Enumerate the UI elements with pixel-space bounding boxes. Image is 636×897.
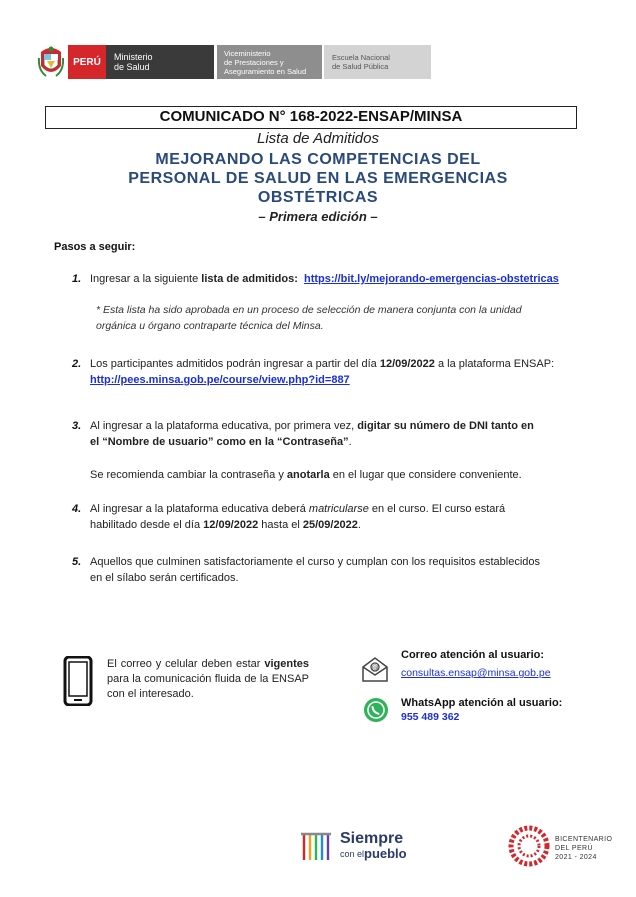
whatsapp-icon	[363, 697, 389, 723]
step-4-date-start: 12/09/2022	[203, 519, 259, 531]
bicentenario-logo	[507, 824, 613, 870]
step-3-extra-b: anotarla	[286, 469, 330, 481]
step-4-date-end: 25/09/2022	[302, 519, 358, 531]
bicentenario-line3: 2021 - 2024	[555, 854, 597, 861]
siempre-con-el-pueblo-logo	[300, 828, 410, 868]
pueblo-text: pueblo	[364, 846, 407, 861]
step-2-text	[90, 356, 610, 388]
step-3-text-c: el “Nombre de usuario” como en la “Contraseña”	[90, 436, 349, 448]
siempre-text: Siempre	[340, 830, 404, 847]
contact-info-text	[107, 657, 309, 702]
step-4-text-d: habilitado desde el día	[90, 519, 204, 531]
step-1-text	[90, 271, 610, 287]
step-4-text	[90, 501, 565, 533]
step-3-text-b: digitar su número de DNI tanto en	[357, 420, 534, 432]
step-4-text-f: .	[357, 519, 361, 531]
mobile-phone-icon	[63, 656, 93, 706]
step-2-date: 12/09/2022	[379, 358, 435, 370]
step-4-text-e: hasta el	[258, 519, 303, 531]
step-3-text-d: .	[348, 436, 352, 448]
step-1-text-a: Ingresar a la siguiente	[90, 273, 202, 285]
step-1-note	[96, 302, 596, 334]
step-5-text	[90, 554, 610, 586]
step-2-text-a: Los participantes admitidos podrán ingresar a partir del día	[90, 358, 380, 370]
header-vice-line2: de Prestaciones y	[224, 58, 284, 67]
step-1-note-line2: orgánica u órgano contraparte técnica del Minsa.	[96, 320, 324, 332]
whatsapp-label: WhatsApp atención al usuario:	[401, 697, 563, 709]
step-5-line2: en el sílabo serán certificados.	[90, 572, 239, 584]
whatsapp-number: 955 489 362	[401, 711, 460, 723]
peru-coat-of-arms-icon	[38, 44, 64, 80]
header-ministerio-line2: de Salud	[114, 62, 150, 72]
edition-label: – Primera edición –	[258, 209, 378, 224]
email-icon	[361, 655, 389, 683]
contact-email-link[interactable]: consultas.ensap@minsa.gob.pe	[401, 667, 551, 679]
header-viceministerio-block	[216, 45, 322, 79]
header-ministerio-line1: Ministerio	[114, 52, 153, 62]
info-text-c: para la comunicación fluida de la ENSAP con el interesado.	[107, 673, 309, 700]
course-title-line3: OBSTÉTRICAS	[257, 189, 379, 206]
bicentenario-mark-icon	[507, 824, 551, 868]
svg-text:@: @	[371, 664, 379, 672]
siempre-logo-mark-icon	[300, 830, 336, 866]
header-escuela-line2: de Salud Pública	[332, 62, 389, 71]
con-el-text: con el	[340, 849, 365, 859]
bicentenario-line2: DEL PERÚ	[555, 845, 593, 852]
info-text-a: El correo y celular deben estar	[107, 658, 265, 670]
step-2-text-b: a la plataforma ENSAP:	[434, 358, 555, 370]
step-5-line1: Aquellos que culminen satisfactoriamente el curso y cumplan con los requisitos establecidos	[90, 556, 541, 568]
step-4-text-a: Al ingresar a la plataforma educativa deberá	[90, 503, 309, 515]
step-3-extra-a: Se recomienda cambiar la contraseña y	[90, 469, 287, 481]
step-2-number: 2.	[72, 358, 82, 370]
document-title: COMUNICADO N° 168-2022-ENSAP/MINSA	[45, 106, 577, 129]
bicentenario-line1: BICENTENARIO	[555, 836, 613, 843]
header-escuela-block	[324, 45, 431, 79]
step-4-number: 4.	[72, 503, 82, 515]
steps-heading: Pasos a seguir:	[54, 241, 136, 253]
platform-course-link[interactable]: http://pees.minsa.gob.pe/course/view.php?id=887	[90, 374, 350, 386]
mail-label: Correo atención al usuario:	[401, 649, 545, 661]
step-5-number: 5.	[72, 556, 82, 568]
step-3-extra	[90, 467, 610, 483]
step-1-note-line1: * Esta lista ha sido aprobada en un proceso de selección de manera conjunta con la unidad	[96, 304, 522, 316]
info-text-b: vigentes	[264, 658, 309, 670]
header-peru-block	[68, 45, 106, 79]
course-title-line1: MEJORANDO LAS COMPETENCIAS DEL	[155, 151, 481, 168]
document-subtitle: Lista de Admitidos	[256, 130, 379, 147]
header-escuela-line1: Escuela Nacional	[332, 53, 390, 62]
step-1-text-b: lista de admitidos:	[201, 273, 298, 285]
course-title-line2: PERSONAL DE SALUD EN LAS EMERGENCIAS	[128, 170, 508, 187]
step-3-text	[90, 418, 610, 450]
step-1-number: 1.	[72, 273, 82, 285]
admitted-list-link[interactable]: https://bit.ly/mejorando-emergencias-obstetricas	[304, 273, 559, 285]
step-4-text-b: matricularse	[308, 503, 369, 515]
step-4-text-c: en el curso. El curso estará	[368, 503, 506, 515]
header-peru-label: PERÚ	[73, 56, 101, 68]
step-3-extra-c: en el lugar que considere conveniente.	[329, 469, 522, 481]
header-vice-line3: Aseguramiento en Salud	[224, 67, 307, 76]
header-ministerio-block	[106, 45, 214, 79]
step-3-number: 3.	[72, 420, 82, 432]
header-vice-line1: Viceministerio	[224, 49, 271, 58]
step-3-text-a: Al ingresar a la plataforma educativa, por primera vez,	[90, 420, 358, 432]
